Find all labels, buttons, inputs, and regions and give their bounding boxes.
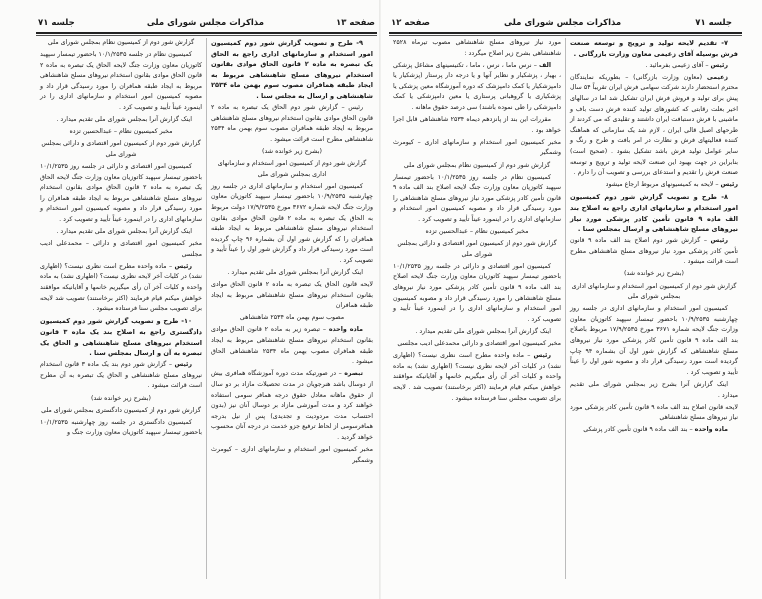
paragraph: رئیس – لایحه به کمیسیونهای مربوط ارجاع میشود: [605, 181, 738, 189]
session-number: جلسه ۷۱: [38, 18, 75, 28]
speaker-label: زعیمی: [706, 73, 728, 81]
speaker-label: رئیس: [174, 361, 192, 369]
paragraph: رئیس – گزارش شور دوم اصلاح بند الف ماده ۹ قانون تأمین کادر پزشکی مورد نیاز نیروهای مسلح شاهنشاهی مطرح است قرائت میشود .: [570, 237, 738, 266]
paragraph: زعیمی (معاون وزارت بازرگانی) – بطوریکه نمایندگان محترم استحضار دارند شرکت سهامی فرش ایران تقریباً ۵۴ سال پیش برای تولید و فروش فرش ایران تشکیل شد اما در سالهای اخیر بعلت رقابتی که کشورهای تولید کننده فرش دست باف و ماشینی با فرش دستبافت ایران داشتند و تقلیدی که می کردند از طرحهای اصیل قالی ایران ، لازم شد یک سازمانی که هماهنگ کننده فعالیتهای فرش و نظارت در امر بافت و طرح و رنگ و سایر عوامل تولید فرش باشد تشکیل بشود . (صحیح است) بنابراین در جهت بهبود این صنعت لایحه تولید و ترویج و توسعه صنعت فرش را تقدیم و استدعای بررسی و تصویب آن را دارم .: [570, 73, 738, 177]
section-caption: گزارش شور دوم از کمیسیون امور استخدام و سازمانهای اداری بمجلس شورای ملی: [217, 160, 367, 178]
paragraph: مورد نیاز نیروهای مسلح شاهنشاهی مصوب تیرماه ۲۵۲۸ شاهنشاهی بشرح زیر اصلاح میگردد :: [393, 39, 561, 57]
agenda-item-heading: ۹- طرح و تصویب گزارش شور دوم کمیسیون امور استخدام و سازمانهای اداری راجع به الحاق یک تبصره به ماده ۲ قانون الحاق موادی بقانون استخدام نیروهای مسلح شاهنشاهی مربوط به ایجاد طبقه همافران مصوب سوم بهمن ماه ۲۵۳۴ شاهنشاهی و ارسال به مجلس سنا .: [211, 39, 373, 100]
paragraph: الف – نرس ماما ، نرس ، ماما ، تکنیسینهای مشاغل پزشکی ، بهیار ، پزشکیار و نظایر آنها و یا درجه دار پرستار (پزشکیار یا دامپزشکیار یا کمک دامپزشک که دوره آموزشگاه معین پزشکی یا پزشکیاری یا گروهبانی پرستاری یا معین دامپزشکی یا کمک دامپزشکی را طی نموده باشند) سی درصد حقوق ماهانه .: [393, 61, 561, 112]
paragraph: لایحه قانون الحاق یک تبصره به ماده ۲ قانون الحاق موادی بقانون استخدام نیروهای مسلح شاهنشاهی مربوط به ایجاد طبقه همافران: [211, 281, 373, 310]
column-container: [36, 38, 377, 579]
paragraph: رئیس – گزارش شور دوم بند یک ماده ۳ قانون استخدام نیروهای مسلح شاهنشاهی و الحاق یک تبصره به آن مطرح است قرائت میشود .: [40, 361, 202, 390]
paragraph: کمیسیون امور اقتصادی و دارائی در جلسه روز ۱۰/۱/۲۵۳۵ باحضور تیمسار سپهبد کاتوزیان معاون وزارت جنگ لایحه الحاق یک تبصره به ماده ۲ قانون الحاق موادی بقانون استخدام نیروهای مسلح شاهنشاهی مربوط به ایجاد طبقه همافران را مورد رسیدگی قرار داد و مصوبه کمیسیون امور استخدام و سازمانهای اداری را در اینمورد عیناً تأیید و تصویب کرد .: [40, 163, 202, 223]
section-caption: گزارش شور دوم از کمیسیون نظام بمجلس شورای ملی: [47, 39, 195, 46]
section-caption: (بشرح زیر خوانده شد): [262, 147, 322, 155]
paragraph: رئیس – گزارش شور دوم الحاق یک تبصره به ماده ۲ قانون الحاق موادی بقانون استخدام نیروهای مسلح شاهنشاهی مربوط به ایجاد طبقه همافران مصوب سوم بهمن ماه ۲۵۳۴ شاهنشاهی مطرح است قرائت میشود .: [211, 104, 373, 143]
text-column-right-column: [566, 38, 742, 579]
page-number: صفحه ۱۲: [391, 18, 430, 28]
page-right: [381, 0, 762, 599]
header-rule-thin: [389, 35, 742, 36]
paragraph: رئیس – ماده واحده مطرح است نظری نیست؟ (اظهاری نشد) در کلیات آخر لایحه نظری نیست؟ (اظهاری نشد) به ماده واحده و کلیات آخر آن رأی میگیریم خانمها و آقایانیکه موافقند خواهش میکنم قیام فرمایند (اکثر برخاستند) تصویب شد . لایحه برای تصویب مجلس سنا فرستاده میشود .: [393, 352, 561, 402]
speaker-label: رئیس: [720, 181, 738, 189]
text-column-left-column: [389, 38, 566, 579]
paragraph: اینک گزارش آنرا بمجلس شورای ملی تقدیم میدارد .: [56, 228, 192, 236]
section-caption: گزارش شور دوم از کمیسیون نظام بمجلس شورای ملی: [403, 161, 551, 169]
header-rule: [389, 32, 742, 34]
paragraph: مخبر کمیسیون امور استخدام و سازمانهای اداری – کیومرث وشمگیر: [393, 138, 561, 157]
page-header: [38, 16, 375, 30]
section-caption: (بشرح زیر خوانده شد): [91, 394, 151, 402]
text-column-left-column: [36, 38, 207, 579]
paragraph: اینک گزارش آنرا بمجلس شورای ملی تقدیم میدارد .: [415, 327, 551, 335]
paragraph: لایحه قانون اصلاح بند الف ماده ۹ قانون تأمین کادر پزشکی مورد نیاز نیروهای مسلح شاهنشاهی: [570, 403, 738, 422]
paragraph: مخبر کمیسیون امور اقتصادی و دارائی – محمدعلی ادیب مجلسی: [40, 240, 202, 258]
paragraph: اینک گزارش آنرا بمجلس شورای ملی تقدیم میدارد .: [56, 116, 192, 124]
session-number: جلسه ۷۱: [695, 18, 732, 28]
speaker-label: رئیس: [174, 262, 192, 270]
paragraph: رئیس – آقای زعیمی بفرمائید .: [645, 61, 728, 69]
text-column-right-column: [207, 38, 377, 579]
column-container: [389, 38, 742, 579]
publication-title: مذاکرات مجلس شورای ملی: [146, 18, 264, 28]
speaker-label: ماده واحده: [328, 326, 363, 334]
speaker-label: رئیس: [710, 61, 728, 69]
publication-title: مذاکرات مجلس شورای ملی: [504, 18, 622, 28]
speaker-label: رئیس: [710, 237, 729, 245]
paragraph: اینک گزارش آنرا بمجلس شورای ملی تقدیم میدارد .: [227, 268, 363, 276]
page-header: [391, 16, 732, 30]
paragraph: ماده واحده – تبصره زیر به ماده ۲ قانون الحاق موادی بقانون استخدام نیروهای مسلح شاهنشاهی مربوط به ایجاد طبقه همافران مصوب بهمن ماه ۲۵۳۴ شاهنشاهی الحاق میشود .: [211, 326, 373, 366]
paragraph: تبصره – در صورتیکه مدت دوره آموزشگاه همافری بیش از دوسال باشد هنرجویان در مدت تحصیلات مازاد بر دو سال از حقوق ماهانه معادل حقوق درجه همافر سومی استفاده خواهند کرد و مدت آموزشی مازاد بر دوسال آنان نیز (بدون احتساب مدت مردودیت و تجدیدی) پس از نیل بدرجه همافرسومی از لحاظ ترفیع جزو خدمت در درجه آنان محسوب خواهد گردید .: [211, 370, 373, 441]
speaker-label: الف: [538, 61, 551, 69]
section-caption: گزارش شور دوم از کمیسیون امور استخدام و سازمانهای اداری بمجلس شورای ملی: [571, 282, 737, 301]
paragraph: اینک گزارش آنرا بشرح زیر بمجلس شورای ملی تقدیم میدارد .: [570, 380, 738, 399]
speaker-label: ماده واحده: [694, 426, 728, 434]
page-number: صفحه ۱۳: [336, 18, 375, 28]
header-rule: [36, 32, 377, 34]
section-caption: گزارش شور دوم از کمیسیون امور اقتصادی و دارائی بمجلس شورای ملی: [397, 240, 557, 258]
paragraph: کمیسیون امور استخدام و سازمانهای اداری در جلسه روز چهارشنبه ۱۰/۹/۲۵۳۵ باحضور تیمسار سپهبد کاتوزیان معاون وزارت جنگ لایحه شماره ۳۶۷۲ مورخ ۱۷/۹/۲۵۳۵ دولت مربوط به الحاق یک تبصره به ماده ۲ قانون الحاق موادی بقانون استخدام نیروهای مسلح شاهنشاهی مربوط به ایجاد طبقه همافران را که گزارش شور اول آن بشماره ۹۶ چاپ گردیده است مورد رسیدگی قرار داد و گزارش شور اول را عیناً تأیید و تصویب کرد .: [211, 182, 373, 264]
section-caption: مصوب سوم بهمن ماه ۲۵۳۴ شاهنشاهی: [239, 314, 345, 322]
header-rule-thin: [36, 35, 377, 36]
section-caption: مخبر کمیسیون نظام – عبدالحسین تزده: [425, 228, 529, 236]
agenda-item-heading: ۷- تقدیم لایحه تولید و ترویج و توسعه صنعت فرش بوسیله آقای زعیمی معاون وزارت بازرگانی .: [570, 39, 738, 58]
section-caption: گزارش شور دوم از کمیسیون امور اقتصادی و دارائی بمجلس شورای ملی: [41, 140, 201, 158]
paragraph: مخبر کمیسیون امور استخدام و سازمانهای اداری – کیومرث وشمگیر: [211, 445, 373, 464]
speaker-label: رئیس: [533, 352, 551, 360]
paragraph: مقررات این بند از پانزدهم دیماه ۲۵۳۴ شاهنشاهی قابل اجرا خواهد بود .: [393, 116, 561, 134]
paragraph: رئیس – ماده واحده مطرح است نظری نیست؟ (اظهاری نشد) در کلیات آخر لایحه نظری نیست؟ (اظهاری نشد) به ماده واحده و کلیات آخر آن رأی میگیریم خانمها و آقایانیکه موافقند خواهش میکنم قیام فرمایند (اکثر برخاستند) تصویب شد لایحه برای تصویب مجلس سنا فرستاده میشود .: [40, 262, 202, 313]
paragraph: کمیسیون امور اقتصادی و دارائی در جلسه روز ۱۰/۱/۲۵۳۵ باحضور تیمسار سپهبد کاتوزیان معاون وزارت جنگ لایحه اصلاح بند الف ماده ۹ قانون تأمین کادر پزشکی مورد نیاز نیروهای مسلح شاهنشاهی را مورد رسیدگی قرار داد و مصوبه کمیسیون امور استخدام و سازمانهای اداری را در اینمورد عیناً تأیید و تصویب کرد .: [393, 262, 562, 323]
paragraph: کمیسیون امور استخدام و سازمانهای اداری در جلسه روز چهارشنبه ۱۰/۹/۲۵۳۵ باحضور تیمسار سپهبد کاتوزیان معاون وزارت جنگ لایحه شماره ۳۶۷۱ مورخ ۱۷/۹/۲۵۳۵ مربوط باصلاح بند الف ماده ۹ قانون تأمین کادر پزشکی مورد نیاز نیروهای مسلح شاهنشاهی که گزارش شور اول آن بشماره ۹۴ چاپ گردیده است مورد رسیدگی قرار داد و مصوبه شور اول را عیناً تأیید و تصویب کرد .: [570, 305, 739, 376]
paragraph: مخبر کمیسیون امور اقتصادی و دارائی محمدعلی ادیب مجلسی: [397, 340, 561, 348]
section-caption: گزارش شور دوم از کمیسیون دادگستری بمجلس شورای ملی: [41, 406, 201, 414]
paragraph: کمیسیون نظام در جلسه روز ۱۰/۱/۲۵۳۵ باحضور تیمسار سپهبد کاتوزیان معاون وزارت جنگ لایحه اصلاح بند الف ماده ۹ قانون تأمین کادر پزشکی مورد نیاز نیروهای مسلح شاهنشاهی را مورد رسیدگی قرار داد و مصوبه کمیسیون امور استخدام و سازمانهای اداری را در اینمورد عیناً تأیید و تصویب کرد .: [393, 173, 561, 223]
agenda-item-heading: ۱۰- طرح و تصویب گزارش شور دوم کمیسیون دادگستری راجع به اصلاح بند یک ماده ۳ قانون استخدام نیروهای مسلح شاهنشاهی و الحاق یک تبصره به آن و ارسال بمجلس سنا .: [40, 317, 202, 358]
paragraph: کمیسیون دادگستری در جلسه روز چهارشنبه ۱۰/۱/۲۵۳۵ باحضور تیمسار سپهبد کاتوزیان معاون وزارت جنگ و: [40, 418, 202, 437]
section-caption: مخبر کمیسیون نظام – عبدالحسین تزده: [69, 128, 173, 136]
agenda-item-heading: ۸- طرح و تصویب گزارش شور دوم کمیسیون امور استخدام و سازمانهای اداری راجع به اصلاح بند الف ماده ۹ قانون تأمین کادر پزشکی مورد نیاز نیروهای مسلح شاهنشاهی و ارسال بمجلس سنا .: [570, 193, 739, 234]
speaker-label: تبصره: [344, 370, 363, 378]
paragraph: کمیسیون نظام در جلسه ۱۰/۱/۲۵۳۵ باحضور تیمسار سپهبد کاتوزیان معاون وزارت جنگ لایحه الحاق یک تبصره به ماده ۲ قانون الحاق موادی بقانون استخدام نیروهای مسلح شاهنشاهی مربوط به ایجاد طبقه همافران را مورد رسیدگی قرار داد و مصوبه کمیسیون امور استخدام و سازمانهای اداری را در اینمورد عیناً تأیید و تصویب کرد .: [40, 51, 202, 112]
section-caption: (بشرح زیر خوانده شد): [624, 270, 684, 278]
paragraph: ماده واحده – بند الف ماده ۹ قانون تأمین کادر پزشکی: [583, 426, 728, 434]
